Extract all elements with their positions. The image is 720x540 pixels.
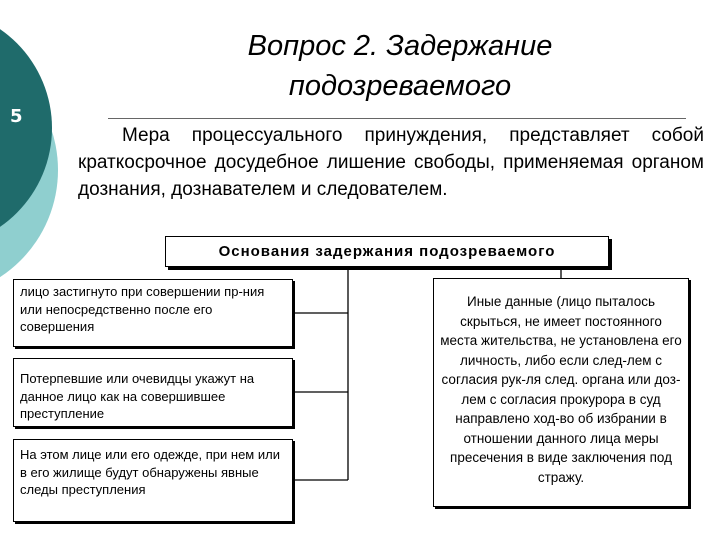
- ground-box-2: Потерпевшие или очевидцы укажут на данное лицо как на совершившее преступление: [13, 358, 293, 427]
- other-grounds-box: Иные данные (лицо пыталось скрыться, не имеет постоянного места жительства, не установлена его личность, либо если след-лем с согласия рук-ля след. органа или доз-лем с согласия прокурора в суд направлено ход-во об избрании в отношении данного лица меры пресечения в виде заключения под стражу.: [433, 278, 689, 507]
- diagram-header-box: Основания задержания подозреваемого: [165, 236, 609, 267]
- title-line-1: Вопрос 2. Задержание: [247, 30, 553, 62]
- title-divider: [108, 118, 686, 119]
- definition-text: Мера процессуального принуждения, представляет собой краткосрочное досудебное лишение свободы, применяемая органом дознания, дознавателем и следователем.: [78, 125, 704, 200]
- ground-box-3: На этом лице или его одежде, при нем или в его жилище будут обнаружены явные следы преступления: [13, 439, 293, 522]
- slide-title: [180, 26, 620, 106]
- slide-number: 5: [10, 106, 23, 127]
- title-line-2: подозреваемого: [288, 70, 512, 102]
- ground-box-1: лицо застигнуто при совершении пр-ния или непосредственно после его совершения: [13, 279, 293, 347]
